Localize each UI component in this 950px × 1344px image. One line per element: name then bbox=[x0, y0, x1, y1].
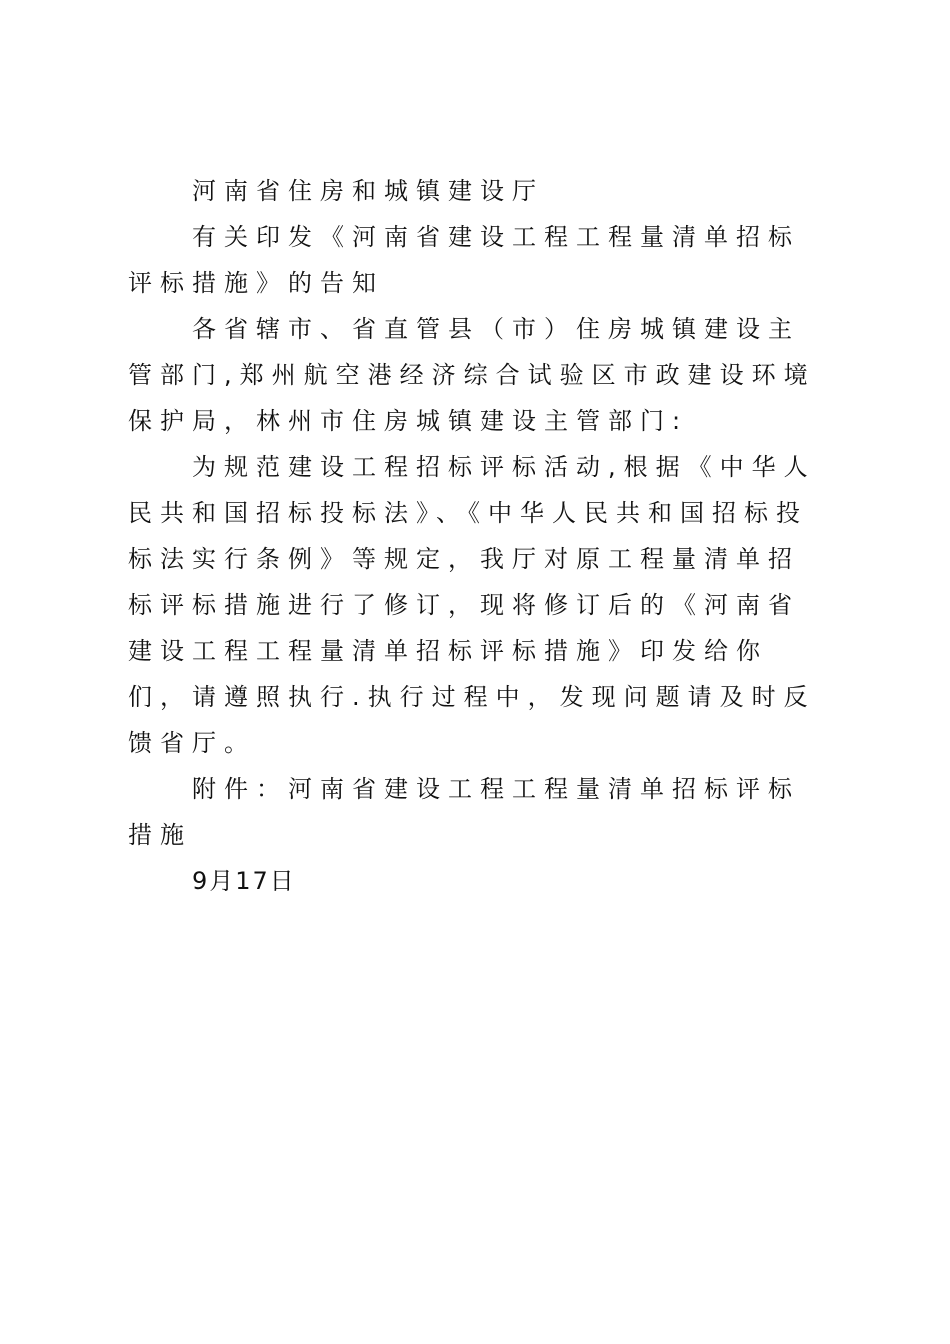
notice-date: 9月17日 bbox=[192, 867, 296, 895]
recipients: 各省辖市、省直管县（市）住房城镇建设主管部门,郑州航空港经济综合试验区市政建设环境保护局，林州市住房城镇建设主管部门: bbox=[128, 315, 816, 435]
notice-title: 有关印发《河南省建设工程工程量清单招标评标措施》的告知 bbox=[128, 223, 800, 297]
notice-body: 为规范建设工程招标评标活动,根据《中华人民共和国招标投标法》、《中华人民共和国招标投标法实行条例》等规定，我厅对原工程量清单招标评标措施进行了修订，现将修订后的《河南省建设工程工程量清单招标评标措施》印发给你们，请遵照执行.执行过程中，发现问题请及时反馈省厅。 bbox=[128, 453, 816, 757]
attachment-line: 附件：河南省建设工程工程量清单招标评标措施 bbox=[128, 775, 800, 849]
document-content bbox=[128, 168, 822, 904]
issuing-organization: 河南省住房和城镇建设厅 bbox=[192, 177, 544, 205]
